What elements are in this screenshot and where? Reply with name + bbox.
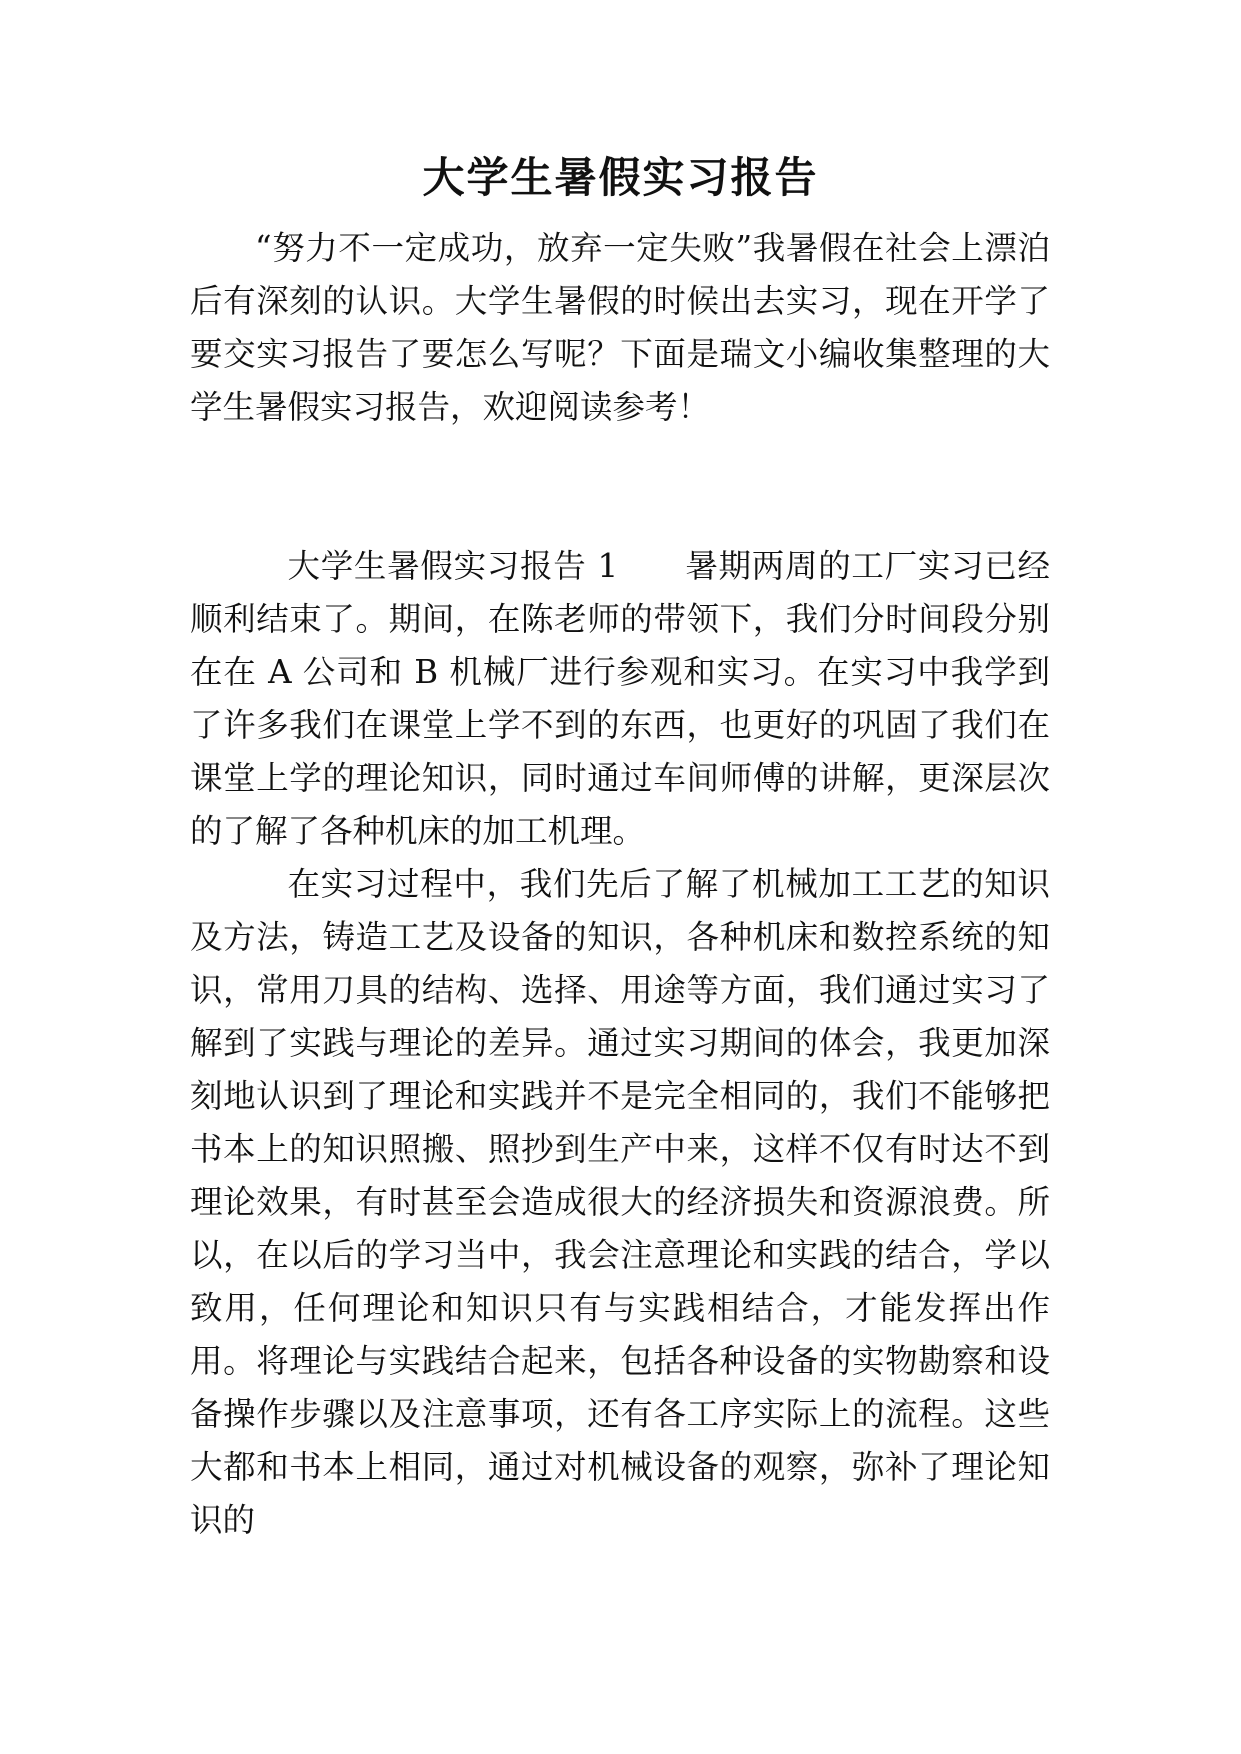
document-body — [190, 222, 1050, 1547]
report-paragraph-1: 大学生暑假实习报告 1 暑期两周的工厂实习已经顺利结束了。期间，在陈老师的带领下，我们分时间段分别在在 A 公司和 B 机械厂进行参观和实习。在实习中我学到了许多我们在课堂上学不到的东西，也更好的巩固了我们在课堂上学的理论知识，同时通过车间师傅的讲解，更深层次的了解了各种机床的加工机理。 — [190, 547, 1050, 850]
intro-paragraph: “努力不一定成功，放弃一定失败”我暑假在社会上漂泊后有深刻的认识。大学生暑假的时候出去实习，现在开学了要交实习报告了要怎么写呢？下面是瑞文小编收集整理的大学生暑假实习报告，欢迎阅读参考！ — [190, 229, 1050, 426]
report-paragraph-2: 在实习过程中，我们先后了解了机械加工工艺的知识及方法，铸造工艺及设备的知识，各种机床和数控系统的知识，常用刀具的结构、选择、用途等方面，我们通过实习了解到了实践与理论的差异。通过实习期间的体会，我更加深刻地认识到了理论和实践并不是完全相同的，我们不能够把书本上的知识照搬、照抄到生产中来，这样不仅有时达不到理论效果，有时甚至会造成很大的经济损失和资源浪费。所以，在以后的学习当中，我会注意理论和实践的结合，学以致用，任何理论和知识只有与实践相结合，才能发挥出作用。将理论与实践结合起来，包括各种设备的实物勘察和设备操作步骤以及注意事项，还有各工序实际上的流程。这些大都和书本上相同，通过对机械设备的观察，弥补了理论知识的 — [190, 865, 1050, 1539]
document-title: 大学生暑假实习报告 — [422, 153, 819, 202]
